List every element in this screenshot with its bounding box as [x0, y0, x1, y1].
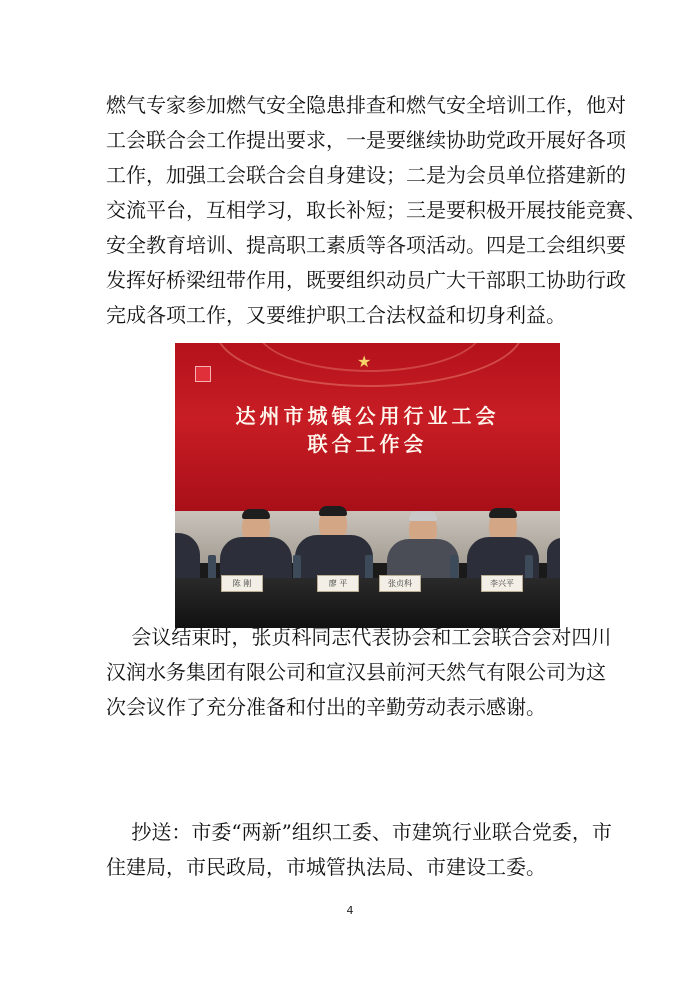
- text-line: 次会议作了充分准备和付出的辛勤劳动表示感谢。: [106, 695, 546, 719]
- paragraph-requirements: [106, 88, 646, 333]
- union-logo-icon: [195, 366, 211, 382]
- star-icon: ★: [357, 352, 372, 371]
- text-line: 汉润水务集团有限公司和宣汉县前河天然气有限公司为这: [106, 660, 606, 684]
- nameplate: 李兴平: [481, 575, 523, 592]
- nameplate: 张贞科: [379, 575, 421, 592]
- paragraph-thanks: [106, 620, 612, 725]
- text-line: 工作，加强工会联合会自身建设；二是为会员单位搭建新的: [106, 163, 626, 187]
- page-number: 4: [346, 904, 354, 917]
- meeting-photo: [175, 343, 560, 628]
- cc-distribution: [106, 815, 612, 885]
- text-line: 住建局，市民政局，市城管执法局、市建设工委。: [106, 855, 546, 879]
- text-line: 工会联合会工作提出要求，一是要继续协助党政开展好各项: [106, 128, 626, 152]
- text-line: 安全教育培训、提高职工素质等各项活动。四是工会组织要: [106, 233, 626, 257]
- nameplate: 廖 平: [317, 575, 359, 592]
- text-line: 发挥好桥梁纽带作用，既要组织动员广大干部职工协助行政: [106, 268, 626, 292]
- banner-title-line2: 联合工作会: [307, 432, 428, 456]
- nameplate: 陈 刚: [221, 575, 263, 592]
- text-line: 会议结束时，张贞科同志代表协会和工会联合会对四川: [106, 625, 612, 649]
- text-line: 燃气专家参加燃气安全隐患排查和燃气安全培训工作，他对: [106, 93, 626, 117]
- text-line: 抄送：市委“两新”组织工委、市建筑行业联合党委，市: [106, 820, 612, 844]
- text-line: 完成各项工作，又要维护职工合法权益和切身利益。: [106, 303, 566, 327]
- text-line: 交流平台，互相学习，取长补短；三是要积极开展技能竞赛、: [106, 198, 646, 222]
- meeting-banner: [175, 343, 560, 511]
- banner-title-line1: 达州市城镇公用行业工会: [235, 404, 500, 428]
